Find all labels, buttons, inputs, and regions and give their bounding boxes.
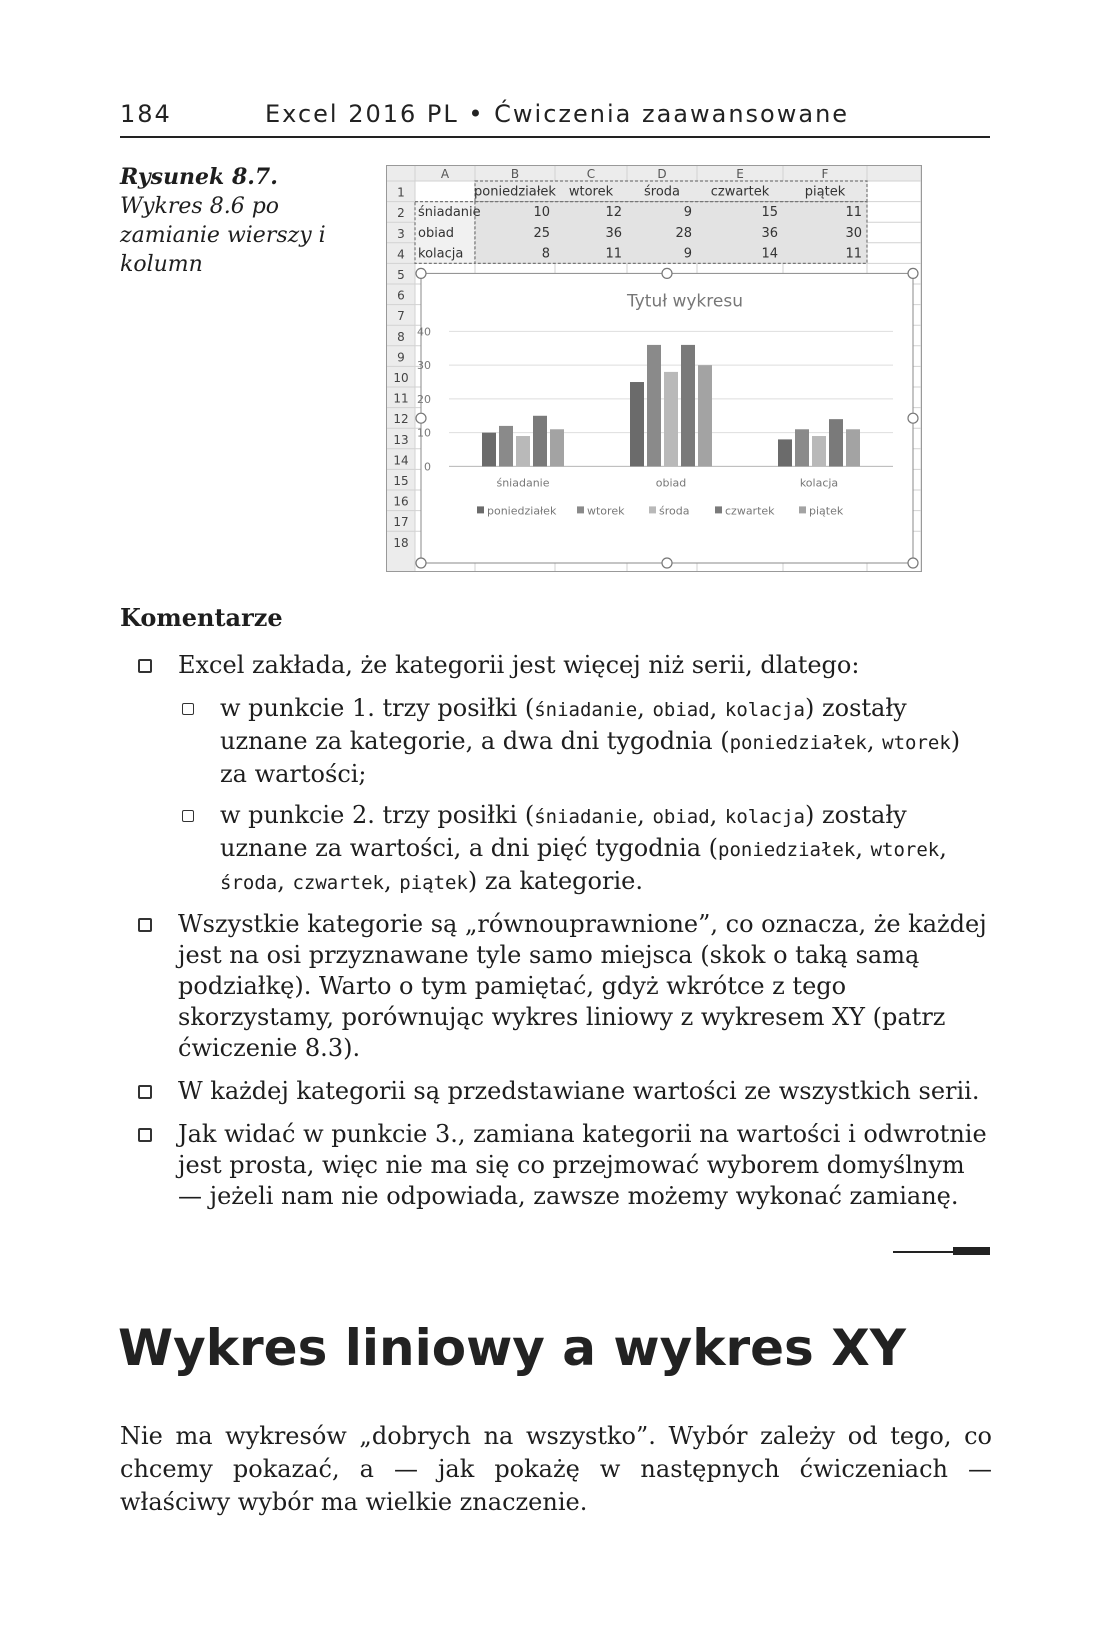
checkbox-bullet-icon — [138, 659, 152, 673]
row-label-cell: śniadanie — [418, 205, 481, 221]
text-span: , — [855, 834, 871, 862]
sub-list-item — [120, 800, 990, 899]
y-tick-label: 40 — [417, 325, 431, 339]
value-cell: 25 — [533, 225, 550, 241]
legend-label: piątek — [809, 504, 844, 518]
column-letter: D — [657, 167, 667, 181]
row-number: 6 — [397, 288, 405, 303]
row-number: 16 — [393, 494, 409, 509]
page-number: 184 — [120, 100, 172, 128]
code-span: obiad — [652, 699, 710, 721]
text-span: ) zostały uznane za wartości, a dni pięć tygodnia ( — [220, 801, 907, 862]
column-letter: F — [821, 167, 829, 181]
row-number: 17 — [393, 515, 409, 530]
bar — [681, 345, 695, 467]
comments-heading: Komentarze — [120, 603, 283, 632]
legend-label: wtorek — [587, 504, 625, 518]
row-number: 10 — [393, 371, 409, 385]
column-letter: B — [510, 167, 520, 181]
list-item-text: Excel zakłada, że kategorii jest więcej niż serii, dlatego: — [178, 651, 860, 679]
text-span: w punkcie 2. trzy posiłki ( — [220, 801, 535, 829]
legend-label: czwartek — [725, 504, 775, 518]
row-number: 14 — [393, 453, 409, 468]
column-letter: A — [440, 167, 450, 181]
chart-resize-handle-icon — [908, 268, 918, 278]
text-span: , — [709, 801, 725, 829]
code-span: śniadanie — [534, 699, 638, 721]
y-tick-label: 30 — [417, 359, 431, 373]
row-number: 5 — [397, 268, 405, 282]
code-span: czwartek — [292, 872, 384, 894]
row-number: 1 — [397, 185, 405, 200]
list-item-text: Wszystkie kategorie są „równouprawnione”, co oznacza, że każdej jest na osi przyznawane tyle samo miejsca (skok o taką samą podziałkę). Warto o tym pamiętać, gdyż wkrótce z tego skorzystamy, porównując wykres liniowy z wykresem XY (patrz ćwiczenie 8.3). — [178, 910, 987, 1062]
row-label-cell: obiad — [418, 225, 455, 241]
checkbox-bullet-icon — [138, 918, 152, 932]
bar — [516, 436, 530, 466]
value-cell: 12 — [605, 205, 622, 221]
section-title: Wykres liniowy a wykres XY — [118, 1319, 906, 1377]
figure-caption — [120, 163, 360, 279]
bar — [630, 382, 644, 466]
value-cell: 11 — [845, 205, 862, 221]
code-span: wtorek — [870, 839, 940, 861]
figure-screenshot — [386, 165, 922, 572]
value-cell: 9 — [683, 246, 692, 262]
text-span: w punkcie 1. trzy posiłki ( — [220, 694, 535, 722]
chart-resize-handle-icon — [416, 558, 426, 568]
section-end-mark — [893, 1247, 990, 1253]
code-span: obiad — [652, 806, 710, 828]
row-number: 7 — [397, 309, 405, 324]
code-span: środa — [220, 872, 278, 894]
column-header-bar — [387, 166, 921, 181]
bar — [499, 426, 513, 467]
code-span: kolacja — [724, 806, 805, 828]
value-cell: 28 — [675, 225, 692, 241]
running-header — [120, 96, 990, 138]
text-span: , — [637, 801, 653, 829]
column-letter: E — [736, 167, 744, 181]
bar — [533, 416, 547, 467]
row-label-cell: kolacja — [418, 246, 464, 262]
value-cell: 14 — [761, 246, 778, 262]
code-span: poniedziałek — [729, 732, 867, 754]
row-number: 4 — [397, 247, 405, 262]
chart-resize-handle-icon — [416, 268, 426, 278]
row-number: 15 — [393, 474, 409, 488]
value-cell: 8 — [541, 246, 550, 262]
y-tick-label: 20 — [417, 392, 431, 406]
value-cell: 11 — [605, 246, 622, 262]
text-span: , — [709, 694, 725, 722]
chart-title: Tytuł wykresu — [627, 291, 743, 312]
checkbox-bullet-icon — [182, 810, 194, 822]
bar — [698, 365, 712, 466]
code-span: kolacja — [724, 699, 805, 721]
chart-resize-handle-icon — [908, 558, 918, 568]
value-cell: 9 — [683, 205, 692, 221]
figure-caption-text: Wykres 8.6 po zamianie wierszy i kolumn — [120, 194, 326, 277]
end-mark-line — [893, 1251, 953, 1253]
legend-swatch — [649, 506, 656, 513]
bar — [846, 429, 860, 466]
chart-resize-handle-icon — [662, 268, 672, 278]
row-number: 3 — [397, 226, 405, 241]
legend-label: poniedziałek — [487, 504, 557, 518]
comments-list — [120, 650, 990, 1224]
value-cell: 36 — [761, 225, 778, 241]
legend-label: środa — [659, 504, 690, 518]
x-tick-label: obiad — [655, 476, 687, 490]
chart-resize-handle-icon — [662, 558, 672, 568]
row-number: 2 — [397, 206, 405, 221]
header-cell: piątek — [804, 184, 846, 200]
row-number: 11 — [393, 391, 409, 406]
bar — [550, 429, 564, 466]
row-number: 12 — [393, 412, 409, 427]
checkbox-bullet-icon — [138, 1128, 152, 1142]
list-item-text: Jak widać w punkcie 3., zamiana kategorii na wartości i odwrotnie jest prosta, więc nie ma się co przejmować wyborem domyślnym — jeżeli nam nie odpowiada, zawsze możemy wykonać zamianę. — [178, 1120, 987, 1210]
text-span: ) za wartości; — [220, 727, 961, 788]
end-mark-block — [953, 1247, 990, 1255]
code-span: wtorek — [882, 732, 951, 754]
sub-list-item — [120, 693, 990, 790]
header-cell: czwartek — [710, 184, 770, 200]
header-cell: wtorek — [568, 184, 614, 200]
value-cell: 30 — [845, 225, 862, 241]
list-item-text: W każdej kategorii są przedstawiane wartości ze wszystkich serii. — [178, 1077, 980, 1105]
list-item — [120, 1119, 990, 1212]
checkbox-bullet-icon — [138, 1085, 152, 1099]
value-cell: 15 — [761, 205, 778, 221]
row-number: 8 — [397, 329, 405, 344]
book-title: Excel 2016 PL • Ćwiczenia zaawansowane — [265, 100, 850, 128]
legend-swatch — [477, 506, 484, 513]
y-tick-label: 0 — [424, 460, 431, 474]
row-number: 18 — [393, 535, 409, 550]
legend-swatch — [577, 506, 584, 513]
bar — [482, 433, 496, 467]
list-item — [120, 650, 990, 681]
code-span: śniadanie — [534, 806, 638, 828]
x-tick-label: śniadanie — [496, 476, 550, 490]
value-cell: 11 — [845, 246, 862, 262]
y-tick-label: 10 — [417, 426, 431, 440]
bar — [795, 429, 809, 466]
legend-swatch — [715, 506, 722, 513]
section-paragraph: Nie ma wykresów „dobrych na wszystko”. Wybór zależy od tego, co chcemy pokazać, a — jak pokażę w następnych ćwiczeniach — właściwy wybór ma wielkie znaczenie. — [120, 1422, 992, 1516]
bar — [829, 419, 843, 466]
bar — [647, 345, 661, 467]
bar — [664, 372, 678, 467]
row-number: 9 — [397, 350, 405, 365]
text-span: ) zostały uznane za kategorie, a dwa dni tygodnia ( — [220, 694, 907, 755]
column-letter: C — [586, 167, 596, 181]
text-span: , — [939, 834, 947, 862]
bar — [778, 439, 792, 466]
checkbox-bullet-icon — [182, 703, 194, 715]
spreadsheet-figure — [387, 166, 921, 571]
text-span: ) za kategorie. — [467, 867, 643, 895]
text-span: , — [866, 727, 883, 755]
value-cell: 36 — [605, 225, 622, 241]
legend-swatch — [799, 506, 806, 513]
code-span: piątek — [399, 872, 468, 894]
chart-resize-handle-icon — [416, 413, 426, 423]
list-item — [120, 1076, 990, 1107]
bar — [812, 436, 826, 466]
text-span: , — [277, 867, 293, 895]
header-cell: poniedziałek — [474, 184, 556, 200]
header-cell: środa — [643, 184, 681, 200]
chart-resize-handle-icon — [908, 413, 918, 423]
row-number: 13 — [393, 432, 409, 447]
text-span: , — [383, 867, 400, 895]
code-span: poniedziałek — [718, 839, 856, 861]
value-cell: 10 — [533, 205, 550, 221]
list-item — [120, 909, 990, 1064]
x-tick-label: kolacja — [799, 476, 839, 490]
figure-caption-lead: Rysunek 8.7. — [120, 164, 278, 190]
text-span: , — [637, 694, 653, 722]
